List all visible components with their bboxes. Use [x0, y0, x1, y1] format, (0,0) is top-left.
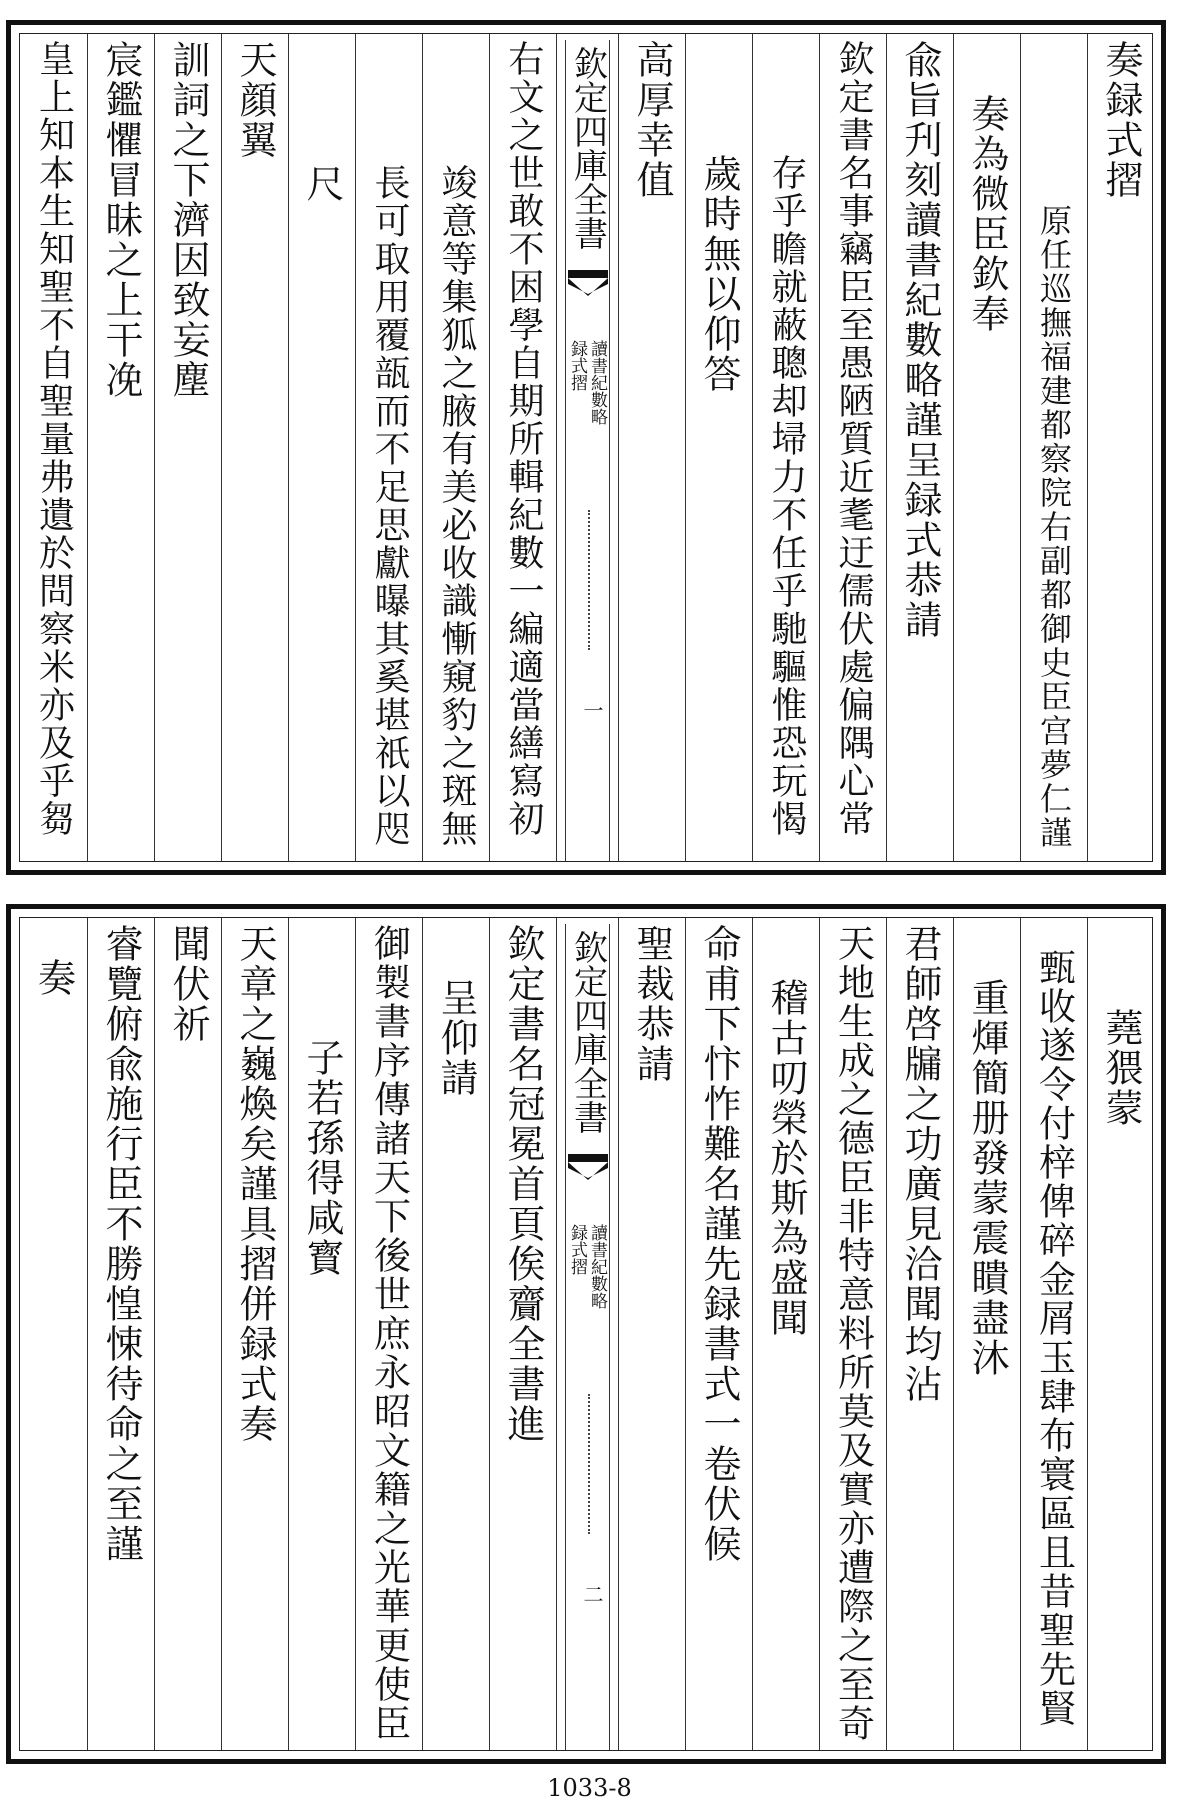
text-column: [886, 918, 953, 1750]
column-text: 皇上知本生知聖不自聖量弗遺於問察米亦及乎芻: [33, 40, 75, 838]
column-text: 存乎瞻就蔽聰却埽力不任乎馳驅惟恐玩愒: [766, 154, 807, 838]
text-column: [422, 918, 489, 1750]
text-column: [618, 34, 685, 861]
text-column: [154, 918, 221, 1750]
fishtail-mark-icon: [568, 1154, 608, 1180]
text-column: [1087, 34, 1154, 861]
text-column: [886, 34, 953, 861]
text-column: [752, 918, 819, 1750]
fold-dots: [588, 1394, 592, 1534]
text-column: [489, 34, 556, 861]
text-column: [288, 34, 355, 861]
column-text: 天章之巍煥矣謹具摺併録式奏: [233, 924, 277, 1444]
text-column: [87, 918, 154, 1750]
column-text: 奏: [31, 958, 76, 998]
column-text: 呈仰請: [434, 978, 478, 1098]
text-column: [819, 918, 886, 1750]
column-text: 欽定書名冠冕首頁俟齎全書進: [501, 924, 545, 1444]
column-text: 御製書序傳諸天下後世庶永昭文籍之光華更使臣: [367, 924, 411, 1743]
text-column: [355, 918, 422, 1750]
text-column: [1020, 34, 1087, 861]
page-frame: [19, 33, 1153, 862]
text-column: [685, 918, 752, 1750]
text-column: [288, 918, 355, 1750]
column-text: 竣意等集狐之腋有美必收識慚窺豹之斑無: [436, 164, 477, 848]
text-column: [87, 34, 154, 861]
page-frame: [19, 917, 1153, 1751]
column-text: 蕘猥蒙: [1099, 1008, 1143, 1128]
text-column: [20, 918, 87, 1750]
text-column: [752, 34, 819, 861]
column-text: 欽定書名事竊臣至愚陋質近耄迂儒伏處偏隅心常: [833, 40, 874, 838]
text-column: [1087, 918, 1154, 1750]
book-label: 讀書紀數略: [587, 1224, 607, 1309]
column-text: 聞伏祈: [166, 924, 210, 1044]
column-text: 原任巡撫福建都察院右副都御史臣宫夢仁謹: [1035, 204, 1073, 850]
column-text: 兪旨刋刻讀書紀數略謹呈録式恭請: [898, 40, 942, 640]
fishtail-mark-icon: [568, 270, 608, 296]
column-text: 睿覽俯兪施行臣不勝惶悚待命之至謹: [99, 924, 143, 1564]
text-column: [221, 34, 288, 861]
center-fold-frame: [565, 924, 610, 1750]
collection-title: 欽定四庫全書: [567, 46, 608, 250]
text-column: [953, 918, 1020, 1750]
collection-title: 欽定四庫全書: [567, 930, 608, 1134]
column-text: 奏為微臣欽奉: [965, 94, 1009, 334]
page-footer-number: 1033-8: [547, 1774, 632, 1802]
column-text: 天地生成之德臣非特意料所莫及實亦遭際之至奇: [831, 924, 875, 1743]
text-column: [355, 34, 422, 861]
book-label: 讀書紀數略: [587, 340, 607, 425]
column-text: 尺: [300, 164, 344, 204]
center-fold-frame: [565, 40, 610, 861]
center-fold: [556, 34, 618, 861]
page-top: [6, 20, 1166, 875]
column-text: 甄收遂令付梓俾碎金屑玉肆布寰區且昔聖先賢: [1032, 948, 1076, 1728]
column-text: 奏録式摺: [1099, 40, 1143, 200]
page-bottom: [6, 904, 1166, 1764]
column-text: 右文之世敢不困學自期所輯紀數一編適當繕寫初: [503, 40, 544, 838]
text-column: [618, 918, 685, 1750]
column-text: 高厚幸值: [630, 40, 674, 200]
column-text: 訓詞之下濟因致妄塵: [166, 40, 210, 400]
text-column: [953, 34, 1020, 861]
column-text: 君師啓牖之功廣見洽聞均沾: [898, 924, 942, 1404]
fold-dots: [588, 510, 592, 650]
text-column: [422, 34, 489, 861]
section-label: 録式摺: [567, 1224, 587, 1275]
column-text: 歲時無以仰答: [697, 154, 741, 394]
column-text: 子若孫得咸寳: [300, 1038, 344, 1278]
column-text: 長可取用覆瓿而不足思獻曝其奚堪祇以咫: [369, 164, 410, 848]
column-text: 稽古叨榮於斯為盛聞: [764, 978, 808, 1338]
column-text: 天顔翼: [233, 40, 277, 160]
text-column: [685, 34, 752, 861]
section-label: 録式摺: [567, 340, 587, 391]
page-number: 一: [580, 700, 604, 720]
text-column: [221, 918, 288, 1750]
text-column: [20, 34, 87, 861]
column-text: 聖裁恭請: [630, 924, 674, 1084]
center-fold: [556, 918, 618, 1750]
page-number: 二: [580, 1584, 604, 1604]
text-column: [1020, 918, 1087, 1750]
text-column: [154, 34, 221, 861]
column-text: 命甫下忭怍難名謹先録書式一卷伏候: [697, 924, 741, 1564]
column-text: 重煇簡册發蒙震瞶盡沐: [965, 978, 1009, 1378]
column-text: 宸鑑懼冒昧之上干凂: [99, 40, 143, 400]
text-column: [489, 918, 556, 1750]
text-column: [819, 34, 886, 861]
